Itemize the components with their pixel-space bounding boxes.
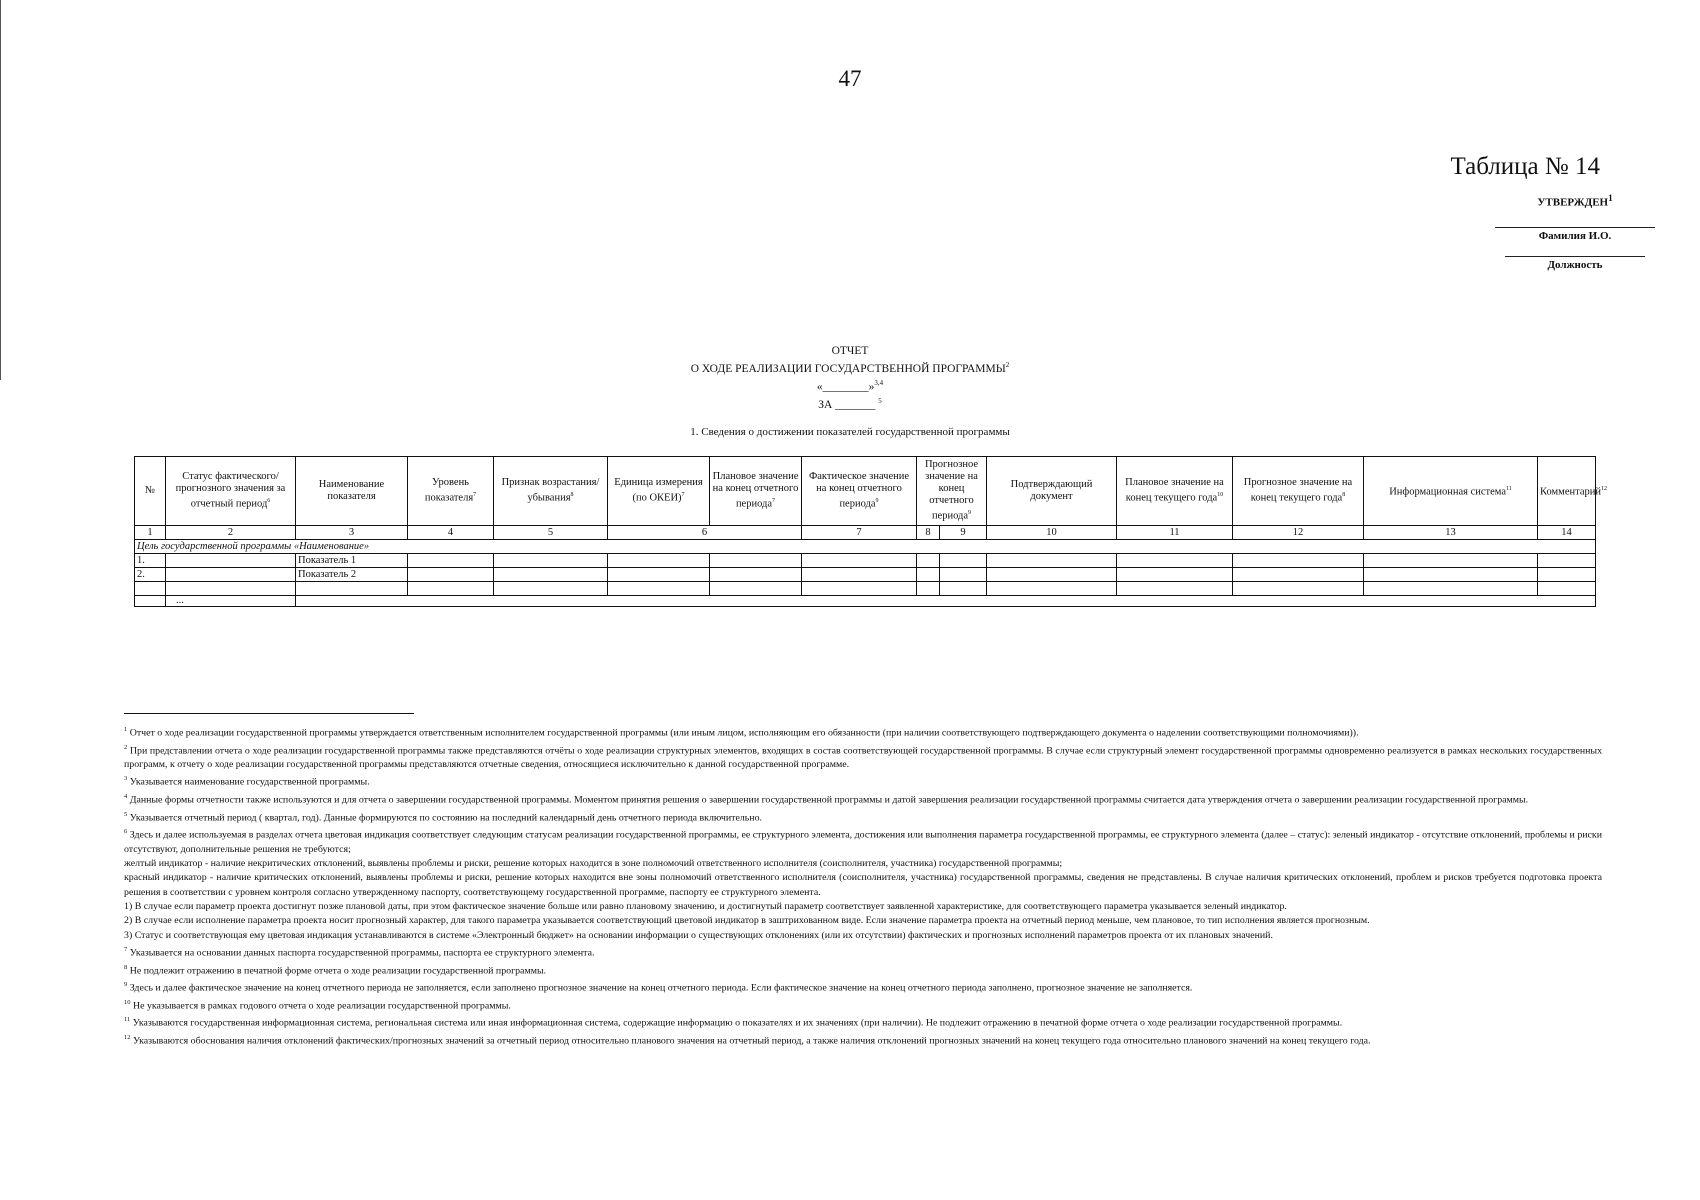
cell — [1364, 582, 1538, 596]
column-number: 13 — [1364, 526, 1538, 540]
column-number: 7 — [802, 526, 917, 540]
cell — [608, 554, 710, 568]
header-trend: Признак возрастания/ убывания$^8$ — [494, 457, 608, 526]
cell — [296, 596, 1596, 607]
cell — [1538, 568, 1596, 582]
cell — [987, 582, 1117, 596]
program-name-line: «________»$^{3,4}$ — [816, 378, 884, 393]
column-number: 8 — [917, 526, 940, 540]
footnote: $^3$ Указывается наименование государственной программы. — [124, 775, 370, 788]
indicators-table — [134, 456, 1607, 607]
cell — [608, 582, 710, 596]
table-row — [135, 582, 1596, 596]
report-period-line: ЗА _______ $^5$ — [818, 396, 882, 411]
cell — [987, 568, 1117, 582]
indicator-name: Показатель 1 — [296, 554, 408, 568]
footnote: $^8$ Не подлежит отражению в печатной форме отчета о ходе реализации государственной программы. — [124, 963, 547, 976]
cell — [1538, 554, 1596, 568]
report-header — [0, 344, 1700, 411]
table-title: Таблица № 14 — [1450, 153, 1600, 180]
cell — [1233, 554, 1364, 568]
goal-row — [135, 540, 1596, 554]
indicator-name: Показатель 2 — [296, 568, 408, 582]
footnote-continuation: 1) В случае если параметр проекта достигнут позже плановой даты, при этом фактическое значение больше или равно плановому значению, и достигнутый параметр соответствует заявленной характеристике, для соответствующего параметра указывается зеленый индикатор. — [124, 901, 1287, 913]
cell — [408, 582, 494, 596]
table-row — [135, 554, 1596, 568]
cell — [135, 596, 166, 607]
cell — [408, 568, 494, 582]
column-number: 4 — [408, 526, 494, 540]
cell — [1117, 568, 1233, 582]
report-title: ОТЧЕТ — [831, 345, 869, 357]
header-plan-year: Плановое значение на конец текущего года$^{10}$ — [1117, 457, 1233, 526]
footnote: $^7$ Указывается на основании данных паспорта государственной программы, паспорта ее структурного элемента. — [124, 945, 595, 959]
scan-edge-line — [0, 0, 4, 380]
header-unit: Единица измерения (по ОКЕИ)$^7$ — [608, 457, 710, 526]
section-title: 1. Сведения о достижении показателей государственной программы — [690, 426, 1010, 438]
row-number: 1. — [135, 554, 166, 568]
cell — [940, 568, 987, 582]
footnote: $^{11}$ Указываются государственная информационная система, региональная система или иная информационная система, содержащие информацию о показателях и их значениях (при наличии). Не подлежит отражению в печатной форме отчета о ходе реализации государственной программы. — [124, 1016, 1343, 1029]
cell — [1117, 582, 1233, 596]
cell — [710, 582, 802, 596]
footnote: $^5$ Указывается отчетный период ( квартал, год). Данные формируются по состоянию на последний календарный день отчетного периода включительно. — [124, 810, 762, 823]
cell — [710, 568, 802, 582]
column-number: 1 — [135, 526, 166, 540]
ellipsis: ... — [166, 596, 296, 607]
footnote: $^2$ При представлении отчета о ходе реализации государственной программы также представляются отчёты о ходе реализации структурных элементов, входящих в состав соответствующей государственной программы. В случае если структурный элемент государственной программы одновременно реализуется в рамках нескольких государственных программ, к отчету о ходе реализации государственной программы представляются отчетные сведения, относящиеся исключительно к данной государственной программе. — [124, 743, 1603, 771]
column-number: 11 — [1117, 526, 1233, 540]
cell — [608, 568, 710, 582]
footnote-continuation: 3) Статус и соответствующая ему цветовая индикация устанавливаются в системе «Электронный бюджет» на основании информации о существующих отклонениях (или их отсутствии) фактических и прогнозных исполнений параметров проекта от их плановых значений. — [124, 929, 1273, 941]
cell — [1117, 554, 1233, 568]
footnote-continuation: красный индикатор - наличие критических отклонений, выявлены проблемы и риски, решение которых находится вне зоны полномочий ответственного исполнителя (соисполнителя, участника) государственной программы, сведения не представлены. В случае наличия критических отклонений, проблем и рисков требуется подготовка проекта решения в соответствии с уровнем контроля согласно утвержденному паспорту, соответствующему государственной программе, паспорту ее структурного элемента. — [124, 872, 1602, 898]
table-row — [135, 568, 1596, 582]
header-plan: Плановое значение на конец отчетного периода$^7$ — [710, 457, 802, 526]
footnote: $^{12}$ Указываются обоснования наличия отклонений фактических/прогнозных значений за отчетный период относительно планового значения на отчетный период, а также наличия отклонений прогнозных значений на конец текущего года относительно планового значений на конец текущего года. — [124, 1033, 1371, 1047]
cell — [135, 582, 166, 596]
cell — [1364, 568, 1538, 582]
cell — [940, 554, 987, 568]
approval-label: УТВЕРЖДЕН$^1$ — [1537, 193, 1613, 209]
row-number: 2. — [135, 568, 166, 582]
cell — [1233, 568, 1364, 582]
header-level: Уровень показателя$^7$ — [408, 457, 494, 526]
column-number: 5 — [494, 526, 608, 540]
cell — [987, 554, 1117, 568]
header-num: № — [135, 457, 166, 526]
goal-label: Цель государственной программы «Наименование» — [135, 540, 1596, 554]
cell — [494, 554, 608, 568]
column-number: 14 — [1538, 526, 1596, 540]
footnote-continuation: 2) В случае если исполнение параметра проекта носит прогнозный характер, для такого параметра указывается соответствующий цветовой индикатор в заштрихованном виде. Если значение параметра проекта на отчетный период меньше, чем плановое, то тип исполнения является прогнозным. — [124, 915, 1370, 927]
footnote-mark: 1 — [1608, 193, 1613, 203]
column-number: 10 — [987, 526, 1117, 540]
cell — [166, 582, 296, 596]
cell — [802, 582, 917, 596]
footnote: $^6$ Здесь и далее используемая в разделах отчета цветовая индикация соответствует следующим статусам реализации государственной программы, ее структурного элемента, достижения или выполнения параметра государственной программы, ее структурного элемента (далее – статус): зеленый индикатор - отсутствие отклонений, проблемы и риски отсутствуют, дополнительные решения не требуются; — [124, 828, 1603, 855]
cell — [1364, 554, 1538, 568]
footnote-continuation: желтый индикатор - наличие некритических отклонений, выявлены проблемы и риски, решение которых находится в зоне полномочий ответственного исполнителя (соисполнителя, участника) государственной программы; — [124, 858, 1063, 870]
cell — [1233, 582, 1364, 596]
column-number: 3 — [296, 526, 408, 540]
header-status: Статус фактического/ прогнозного значения за отчетный период$^6$ — [166, 457, 296, 526]
cell — [1538, 582, 1596, 596]
header-forecast: Прогнозное значение на конец отчетного периода$^9$ — [917, 457, 987, 526]
footnote: $^9$ Здесь и далее фактическое значение на конец отчетного периода не заполняется, если заполнено прогнозное значение на конец отчетного периода. Если фактическое значение на конец отчетного периода заполнено, прогнозное значение не заполняется. — [124, 981, 1193, 994]
header-comment: Комментарий$^{12}$ — [1538, 457, 1596, 526]
cell — [917, 568, 940, 582]
cell — [166, 554, 296, 568]
approver-name: Фамилия И.О. — [1538, 229, 1612, 242]
cell — [940, 582, 987, 596]
footnote-separator — [124, 713, 414, 714]
header-document: Подтверждающий документ — [987, 457, 1117, 526]
header-forecast-year: Прогнозное значение на конец текущего года$^8$ — [1233, 457, 1364, 526]
footnote: $^1$ Отчет о ходе реализации государственной программы утверждается ответственным исполнителем государственной программы (или иным лицом, исполняющим его обязанности (при наличии соответствующего подтверждающего документа о наделении соответствующими полномочиями)). — [124, 726, 1359, 739]
column-number: 2 — [166, 526, 296, 540]
cell — [802, 568, 917, 582]
table-header-row — [135, 457, 1596, 526]
cell — [296, 582, 408, 596]
cell — [917, 582, 940, 596]
cell — [710, 554, 802, 568]
footnotes — [124, 723, 1602, 1049]
report-subtitle: О ХОДЕ РЕАЛИЗАЦИИ ГОСУДАРСТВЕННОЙ ПРОГРАММЫ$^2$ — [690, 361, 1010, 375]
cell — [494, 582, 608, 596]
cell — [408, 554, 494, 568]
column-number: 9 — [940, 526, 987, 540]
cell — [917, 554, 940, 568]
approval-block — [1490, 193, 1660, 271]
page-number: 47 — [838, 66, 862, 91]
column-number: 6 — [608, 526, 802, 540]
cell — [494, 568, 608, 582]
column-number: 12 — [1233, 526, 1364, 540]
approver-position: Должность — [1547, 258, 1603, 271]
column-number-row — [135, 526, 1596, 540]
cell — [166, 568, 296, 582]
header-fact: Фактическое значение на конец отчетного периода$^9$ — [802, 457, 917, 526]
ellipsis-row — [135, 596, 1596, 607]
header-info-system: Информационная система$^{11}$ — [1364, 457, 1538, 526]
header-name: Наименование показателя — [296, 457, 408, 526]
cell — [802, 554, 917, 568]
footnote: $^4$ Данные формы отчетности также используются и для отчета о завершении государственной программы. Моментом принятия решения о завершении государственной программы и датой завершения реализации государственной программы считается дата утверждения отчета о завершении реализации государственной программы. — [124, 793, 1529, 806]
footnote: $^{10}$ Не указывается в рамках годового отчета о ходе реализации государственной программы. — [124, 998, 511, 1012]
